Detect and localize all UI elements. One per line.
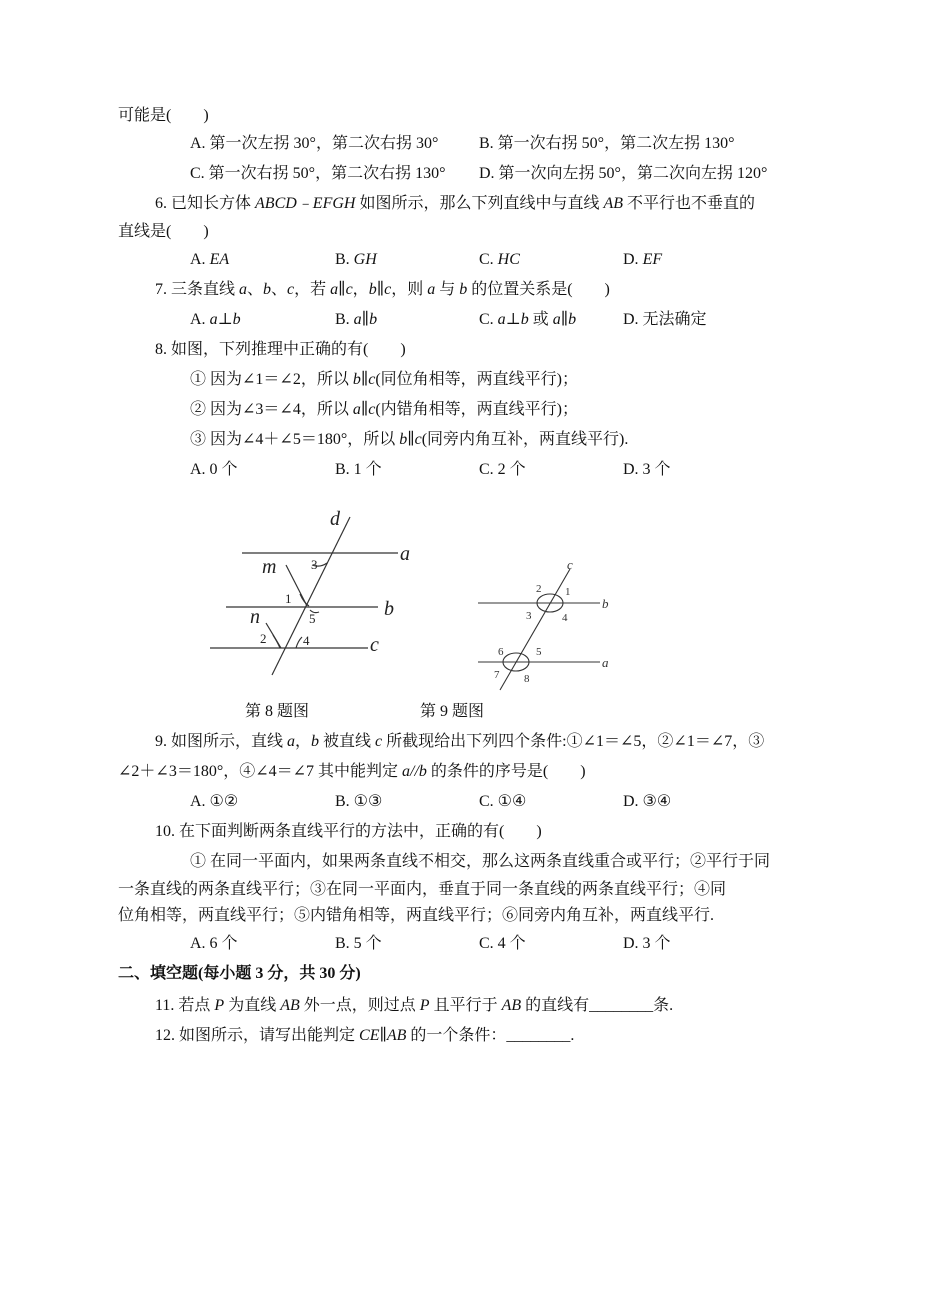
- q6-option-c: C. HC: [479, 251, 520, 268]
- q12-stem: 12. 如图所示，请写出能判定 CE∥AB 的一个条件：________.: [155, 1027, 575, 1044]
- q9-option-c: C. ①④: [479, 793, 527, 810]
- q6-stem: 6. 已知长方体 ABCD﹣EFGH 如图所示，那么下列直线中与直线 AB 不平行也不垂直的: [155, 195, 756, 212]
- fig9-angle-4: 4: [562, 612, 568, 624]
- q9-stem: 9. 如图所示，直线 a，b 被直线 c 所截现给出下列四个条件:①∠1＝∠5，②∠1＝∠7，③: [155, 733, 765, 750]
- q7-option-b: B. a∥b: [335, 311, 378, 328]
- q7-option-d: D. 无法确定: [623, 311, 707, 328]
- q10-option-c: C. 4 个: [479, 935, 526, 952]
- section-2-title: 二、填空题(每小题 3 分，共 30 分): [118, 965, 361, 982]
- fig8-line-d: [272, 517, 350, 675]
- q10-statement-line3: 位角相等，两直线平行；⑤内错角相等，两直线平行；⑥同旁内角互补，两直线平行.: [118, 907, 715, 924]
- q5-option-c: C. 第一次右拐 50°，第二次右拐 130°: [190, 165, 446, 182]
- fig8-label-c: c: [370, 634, 379, 656]
- fig8-label-n: n: [250, 606, 260, 628]
- q7-option-a: A. a⊥b: [190, 311, 241, 328]
- fig9-label-b: b: [602, 596, 609, 611]
- q5-option-b: B. 第一次右拐 50°，第二次左拐 130°: [479, 135, 735, 152]
- q10-option-a: A. 6 个: [190, 935, 238, 952]
- fig9-label-c: c: [567, 557, 573, 572]
- q5-stem-tail: 可能是( ): [118, 107, 209, 124]
- fig9-angle-2: 2: [536, 583, 542, 595]
- q6-option-d: D. EF: [623, 251, 663, 268]
- fig8-angle-5: 5: [309, 611, 316, 626]
- fig8-arc-4: [296, 637, 302, 648]
- q10-statement-line1: ① 在同一平面内，如果两条直线不相交，那么这两条直线重合或平行；②平行于同: [190, 853, 771, 870]
- q5-option-d: D. 第一次向左拐 50°，第二次向左拐 120°: [479, 165, 768, 182]
- fig8-angle-2: 2: [260, 631, 267, 646]
- figure-9-diagram: [470, 555, 620, 695]
- fig9-angle-3: 3: [526, 610, 532, 622]
- fig9-angle-6: 6: [498, 646, 504, 658]
- fig8-label-b: b: [384, 598, 394, 620]
- q6-option-b: B. GH: [335, 251, 377, 268]
- q10-option-b: B. 5 个: [335, 935, 382, 952]
- fig9-label-a: a: [602, 655, 609, 670]
- q7-stem: 7. 三条直线 a、b、c，若 a∥c，b∥c，则 a 与 b 的位置关系是( ): [155, 281, 610, 298]
- q10-statement-line2: 一条直线的两条直线平行；③在同一平面内，垂直于同一条直线的两条直线平行；④同: [118, 881, 727, 898]
- q8-option-a: A. 0 个: [190, 461, 238, 478]
- q8-option-b: B. 1 个: [335, 461, 382, 478]
- figure-8-caption: 第 8 题图: [245, 703, 310, 720]
- fig9-angle-1: 1: [565, 586, 571, 598]
- fig8-angle-1: 1: [285, 591, 292, 606]
- q8-stem: 8. 如图，下列推理中正确的有( ): [155, 341, 406, 358]
- fig8-arc-2: [273, 635, 280, 648]
- q8-statement-2: ② 因为∠3＝∠4，所以 a∥c(内错角相等，两直线平行)；: [190, 401, 578, 418]
- q9-option-a: A. ①②: [190, 793, 239, 810]
- fig9-line-c: [500, 569, 570, 690]
- fig8-label-m: m: [262, 556, 277, 578]
- fig9-angle-7: 7: [494, 669, 500, 681]
- fig8-label-a: a: [400, 543, 410, 565]
- fig8-angle-3: 3: [311, 557, 318, 572]
- q8-option-c: C. 2 个: [479, 461, 526, 478]
- q9-option-b: B. ①③: [335, 793, 383, 810]
- q8-statement-3: ③ 因为∠4＋∠5＝180°，所以 b∥c(同旁内角互补，两直线平行).: [190, 431, 629, 448]
- fig9-angle-8: 8: [524, 673, 530, 685]
- q5-option-a: A. 第一次左拐 30°，第二次右拐 30°: [190, 135, 439, 152]
- q10-option-d: D. 3 个: [623, 935, 671, 952]
- q8-option-d: D. 3 个: [623, 461, 671, 478]
- q6-option-a: A. EA: [190, 251, 230, 268]
- q11-stem: 11. 若点 P 为直线 AB 外一点，则过点 P 且平行于 AB 的直线有________条.: [155, 997, 674, 1014]
- q7-option-c: C. a⊥b 或 a∥b: [479, 311, 577, 328]
- q9-option-d: D. ③④: [623, 793, 672, 810]
- q9-stem-line2: ∠2＋∠3＝180°，④∠4＝∠7 其中能判定 a//b 的条件的序号是( ): [118, 763, 586, 780]
- figure-9-caption: 第 9 题图: [420, 703, 485, 720]
- q10-stem: 10. 在下面判断两条直线平行的方法中，正确的有( ): [155, 823, 542, 840]
- fig8-label-d: d: [330, 508, 340, 530]
- q8-statement-1: ① 因为∠1＝∠2，所以 b∥c(同位角相等，两直线平行)；: [190, 371, 578, 388]
- figure-8-diagram: [200, 505, 430, 685]
- fig8-angle-4: 4: [303, 633, 310, 648]
- q6-stem-line2: 直线是( ): [118, 223, 209, 240]
- fig9-angle-5: 5: [536, 646, 542, 658]
